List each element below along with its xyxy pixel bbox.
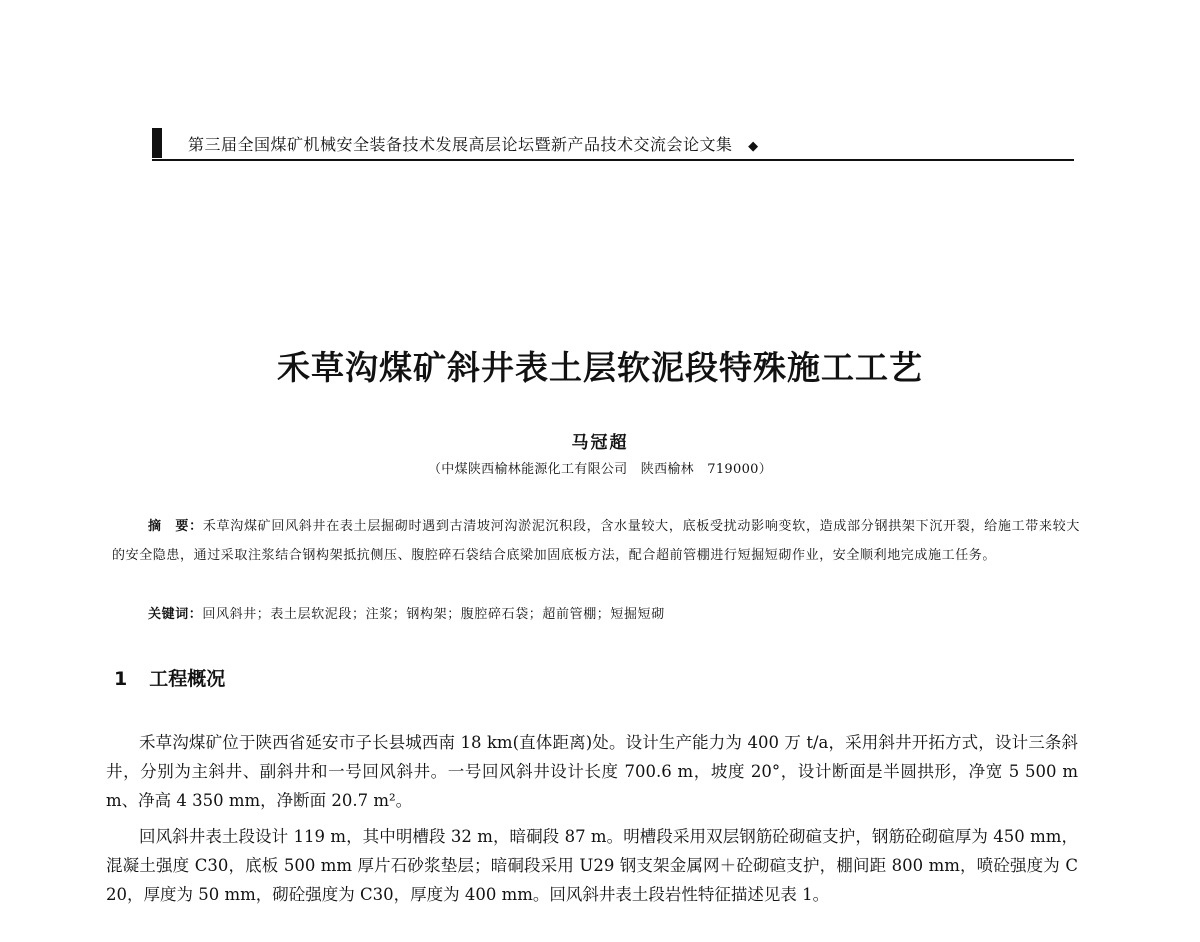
- header-rule: [152, 159, 1074, 161]
- header-title-text: 第三届全国煤矿机械安全装备技术发展高层论坛暨新产品技术交流会论文集: [188, 135, 733, 154]
- keywords-text: 回风斜井；表土层软泥段；注浆；钢构架；腹腔碎石袋；超前管棚；短掘短砌: [202, 607, 665, 622]
- section-title: 工程概况: [149, 668, 226, 690]
- section-heading: [114, 664, 225, 691]
- keywords-label: 关键词：: [148, 607, 203, 622]
- running-header: [152, 126, 1080, 164]
- header-bar-mark: [152, 128, 162, 158]
- body-paragraph-1: [106, 728, 1078, 815]
- affiliation: （中煤陕西榆林能源化工有限公司 陕西榆林 719000）: [427, 462, 773, 477]
- keywords: [148, 603, 1068, 622]
- paragraph-text: 禾草沟煤矿位于陕西省延安市子长县城西南 18 km(直体距离)处。设计生产能力为 400 万 t/a，采用斜井开拓方式，设计三条斜井，分别为主斜井、副斜井和一号回风斜井。一号回风斜井设计长度 700.6 m，坡度 20°，设计断面是半圆拱形，净宽 5 500 mm、净高 4 350 mm，净断面 20.7 m²。: [106, 733, 1078, 810]
- body-paragraph-2: [106, 822, 1078, 909]
- abstract-label: 摘 要：: [148, 519, 203, 534]
- diamond-icon: ◆: [748, 139, 759, 154]
- abstract-text: 禾草沟煤矿回风斜井在表土层掘砌时遇到古清坡河沟淤泥沉积段，含水量较大，底板受扰动影响变软，造成部分钢拱架下沉开裂，给施工带来较大的安全隐患，通过采取注浆结合钢构架抵抗侧压、腹腔碎石袋结合底梁加固底板方法，配合超前管棚进行短掘短砌作业，安全顺利地完成施工任务。: [112, 519, 1081, 563]
- header-title: [188, 132, 759, 155]
- abstract: [112, 512, 1080, 570]
- author-name: 马冠超: [571, 433, 629, 453]
- paper-title: 禾草沟煤矿斜井表土层软泥段特殊施工工艺: [277, 348, 923, 387]
- paragraph-text: 回风斜井表土段设计 119 m，其中明槽段 32 m，暗硐段 87 m。明槽段采用双层钢筋砼砌碹支护，钢筋砼砌碹厚为 450 mm，混凝土强度 C30，底板 500 mm 厚片石砂浆垫层；暗硐段采用 U29 钢支架金属网＋砼砌碹支护，棚间距 800 mm，喷砼强度为 C20，厚度为 50 mm，砌砼强度为 C30，厚度为 400 mm。回风斜井表土段岩性特征描述见表 1。: [106, 827, 1078, 904]
- section-number: 1: [114, 668, 128, 690]
